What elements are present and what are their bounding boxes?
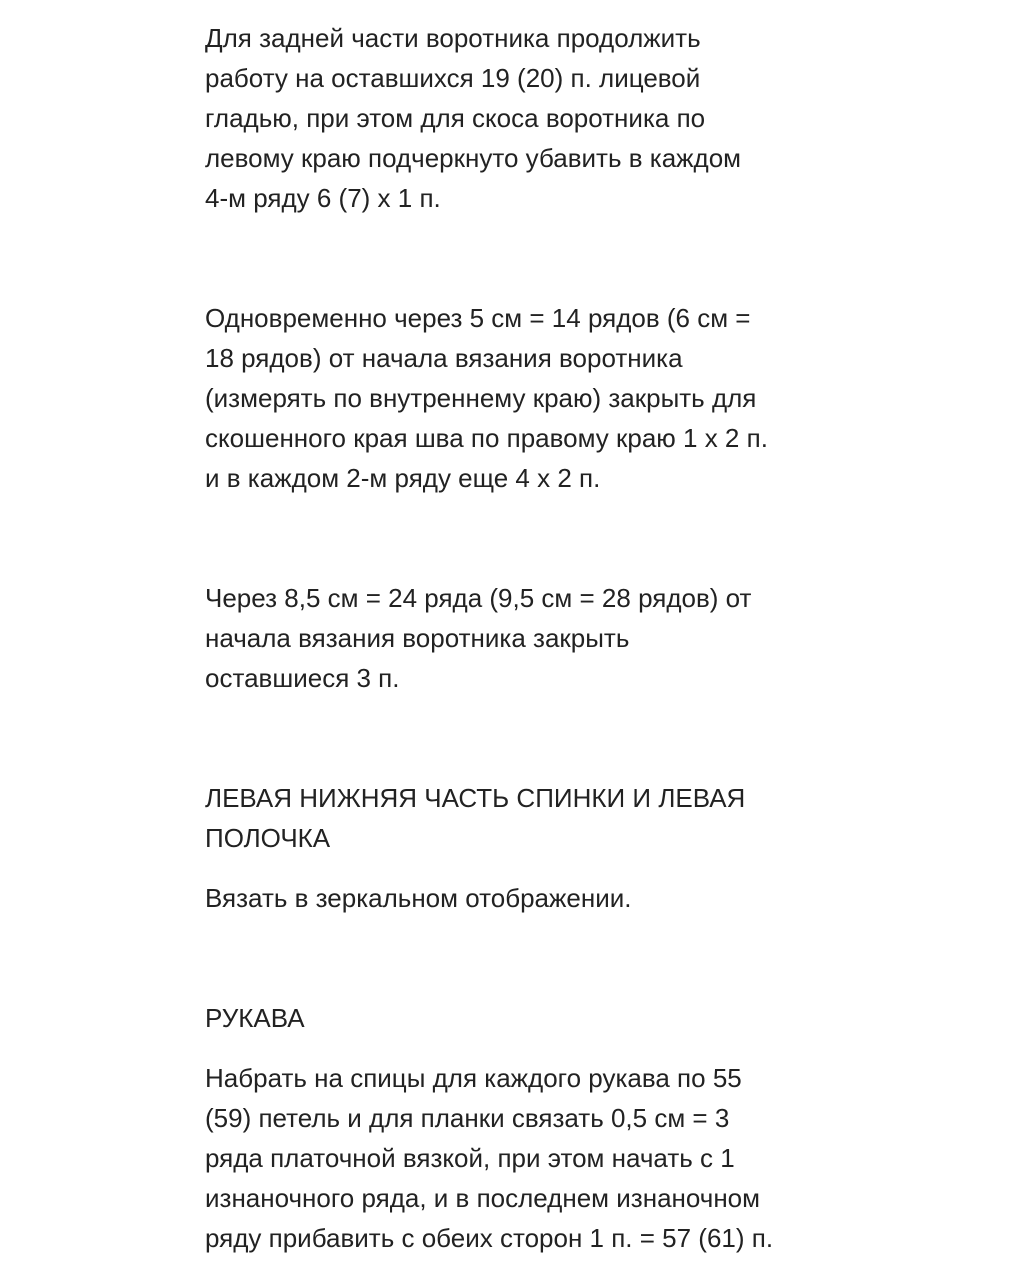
document-page xyxy=(205,18,985,1258)
section-heading-sleeves: РУКАВА xyxy=(205,1003,305,1033)
paragraph-collar-bind-off: Через 8,5 см = 24 ряда (9,5 см = 28 рядов) от начала вязания воротника закрыть оставшиеся 3 п. xyxy=(205,583,752,693)
paragraph-collar-back: Для задней части воротника продолжить работу на оставшихся 19 (20) п. лицевой гладью, при этом для скоса воротника по левому краю подчеркнуто убавить в каждом 4-м ряду 6 (7) х 1 п. xyxy=(205,23,742,213)
paragraph-mirror: Вязать в зеркальном отображении. xyxy=(205,883,632,913)
paragraph-collar-shaping: Одновременно через 5 см = 14 рядов (6 см = 18 рядов) от начала вязания воротника (измерять по внутреннему краю) закрыть для скошенного края шва по правому краю 1 х 2 п. и в каждом 2-м ряду еще 4 х 2 п. xyxy=(205,303,768,493)
section-heading-left-back-front: ЛЕВАЯ НИЖНЯЯ ЧАСТЬ СПИНКИ И ЛЕВАЯ ПОЛОЧКА xyxy=(205,783,746,853)
paragraph-sleeves-cast-on: Набрать на спицы для каждого рукава по 55 (59) петель и для планки связать 0,5 см = 3 ряда платочной вязкой, при этом начать с 1 изнаночного ряда, и в последнем изнаночном ряду прибавить с обеих сторон 1 п. = 57 (61) п. xyxy=(205,1063,774,1253)
